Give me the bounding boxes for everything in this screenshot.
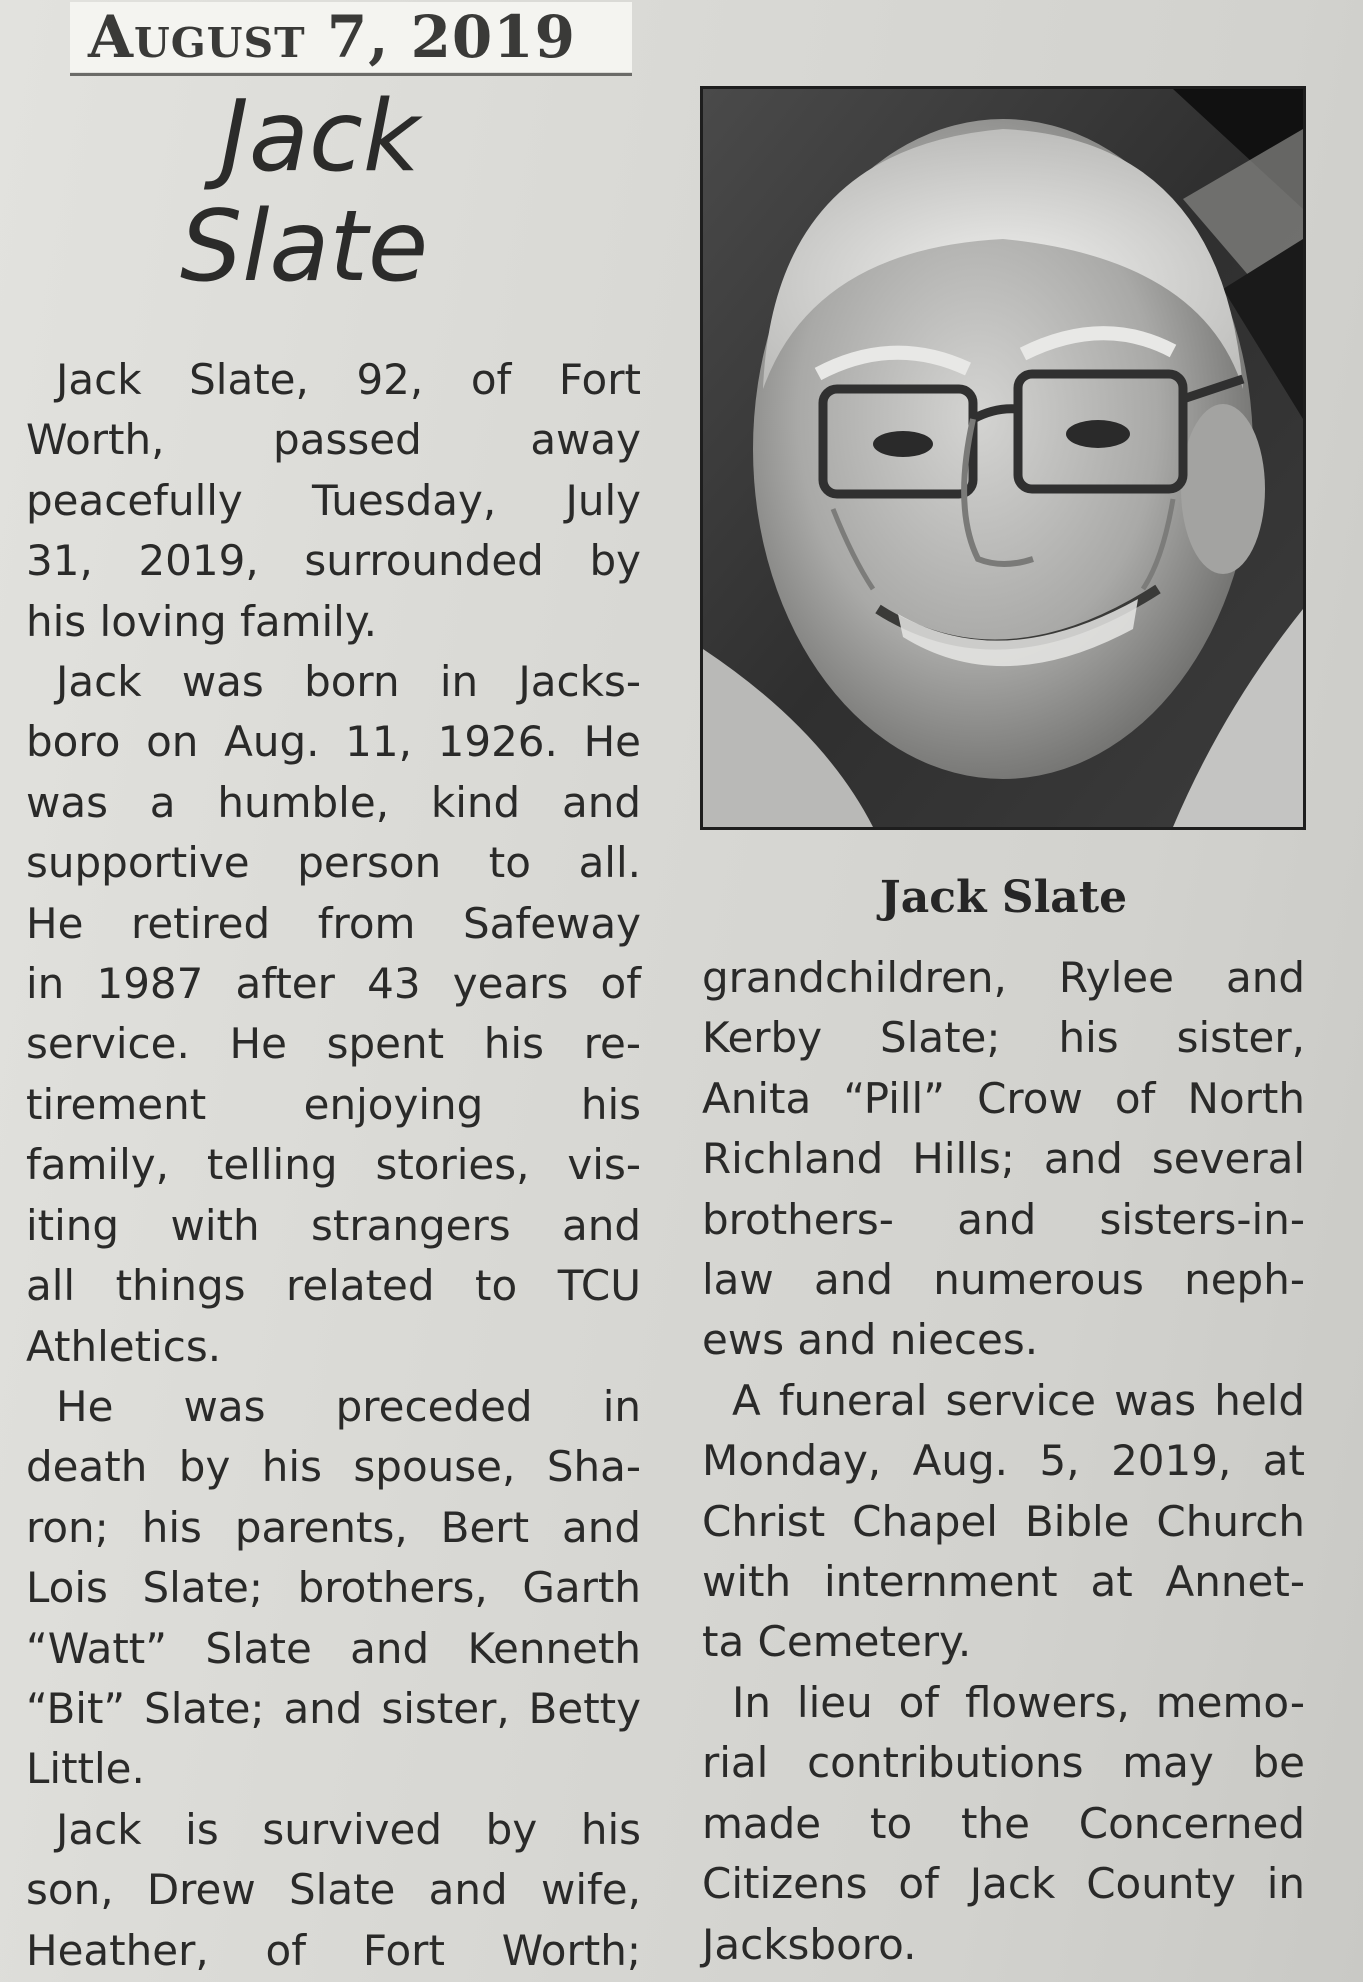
text-line: death by his spouse, Sha- <box>26 1442 641 1492</box>
text-line: He retired from Safeway <box>26 898 641 948</box>
text-line: Christ Chapel Bible Church <box>702 1496 1305 1546</box>
obituary-headline <box>180 82 580 302</box>
dateline: August 7, 2019 <box>70 2 632 72</box>
text-line: was a humble, kind and <box>26 777 641 827</box>
text-line: Little. <box>26 1744 145 1794</box>
text-line: ron; his parents, Bert and <box>26 1502 641 1552</box>
text-line: Citizens of Jack County in <box>702 1859 1305 1909</box>
text-line: Jack Slate, 92, of Fort <box>56 355 641 404</box>
text-line: grandchildren, Rylee and <box>702 953 1305 1002</box>
text-line: made to the Concerned <box>702 1798 1305 1848</box>
text-line: all things related to TCU <box>26 1261 641 1311</box>
text-line: Heather, of Fort Worth; <box>26 1925 641 1975</box>
text-line: his loving family. <box>26 596 378 646</box>
text-line: Jacksboro. <box>702 1919 917 1969</box>
text-line: He was preceded in <box>56 1381 641 1431</box>
text-line: supportive person to all. <box>26 838 641 888</box>
text-line: iting with strangers and <box>26 1200 641 1250</box>
photo-caption: Jack Slate <box>879 872 1128 923</box>
text-line: tirement enjoying his <box>26 1079 641 1129</box>
portrait-photo-drawing <box>703 89 1303 827</box>
portrait-photo <box>700 86 1306 830</box>
text-line: In lieu of flowers, memo- <box>732 1677 1305 1727</box>
text-line: service. He spent his re- <box>26 1019 641 1069</box>
dateline-rule <box>70 73 632 76</box>
text-line: Lois Slate; brothers, Garth <box>26 1563 641 1613</box>
text-line: boro on Aug. 11, 1926. He <box>26 717 641 767</box>
text-line: law and numerous neph- <box>702 1255 1305 1305</box>
text-line: Athletics. <box>26 1321 222 1371</box>
text-line: peacefully Tuesday, July <box>26 475 641 525</box>
text-line: 31, 2019, surrounded by <box>26 536 641 586</box>
left-column-text <box>26 350 641 1981</box>
text-line: ews and nieces. <box>702 1315 1039 1365</box>
text-line: “Watt” Slate and Kenneth <box>26 1623 641 1673</box>
text-line: Jack was born in Jacks- <box>56 657 641 707</box>
text-line: in 1987 after 43 years of <box>26 959 641 1009</box>
headline-last-name: Slate <box>180 190 429 304</box>
text-line: Anita “Pill” Crow of North <box>702 1073 1305 1123</box>
text-line: rial contributions may be <box>702 1738 1305 1788</box>
text-line: with internment at Annet- <box>702 1557 1305 1607</box>
text-line: son, Drew Slate and wife, <box>26 1865 641 1915</box>
text-line: Richland Hills; and several <box>702 1134 1305 1184</box>
text-line: Worth, passed away <box>26 415 641 465</box>
right-column-text <box>702 948 1305 1975</box>
text-line: Jack is survived by his <box>56 1804 641 1854</box>
text-line: Monday, Aug. 5, 2019, at <box>702 1436 1305 1486</box>
text-line: Kerby Slate; his sister, <box>702 1013 1305 1063</box>
text-line: “Bit” Slate; and sister, Betty <box>26 1683 641 1733</box>
text-line: A funeral service was held <box>732 1375 1305 1425</box>
text-line: family, telling stories, vis- <box>26 1140 641 1190</box>
text-line: ta Cemetery. <box>702 1617 972 1667</box>
headline-first-name: Jack <box>220 80 420 194</box>
text-line: brothers- and sisters-in- <box>702 1194 1305 1244</box>
